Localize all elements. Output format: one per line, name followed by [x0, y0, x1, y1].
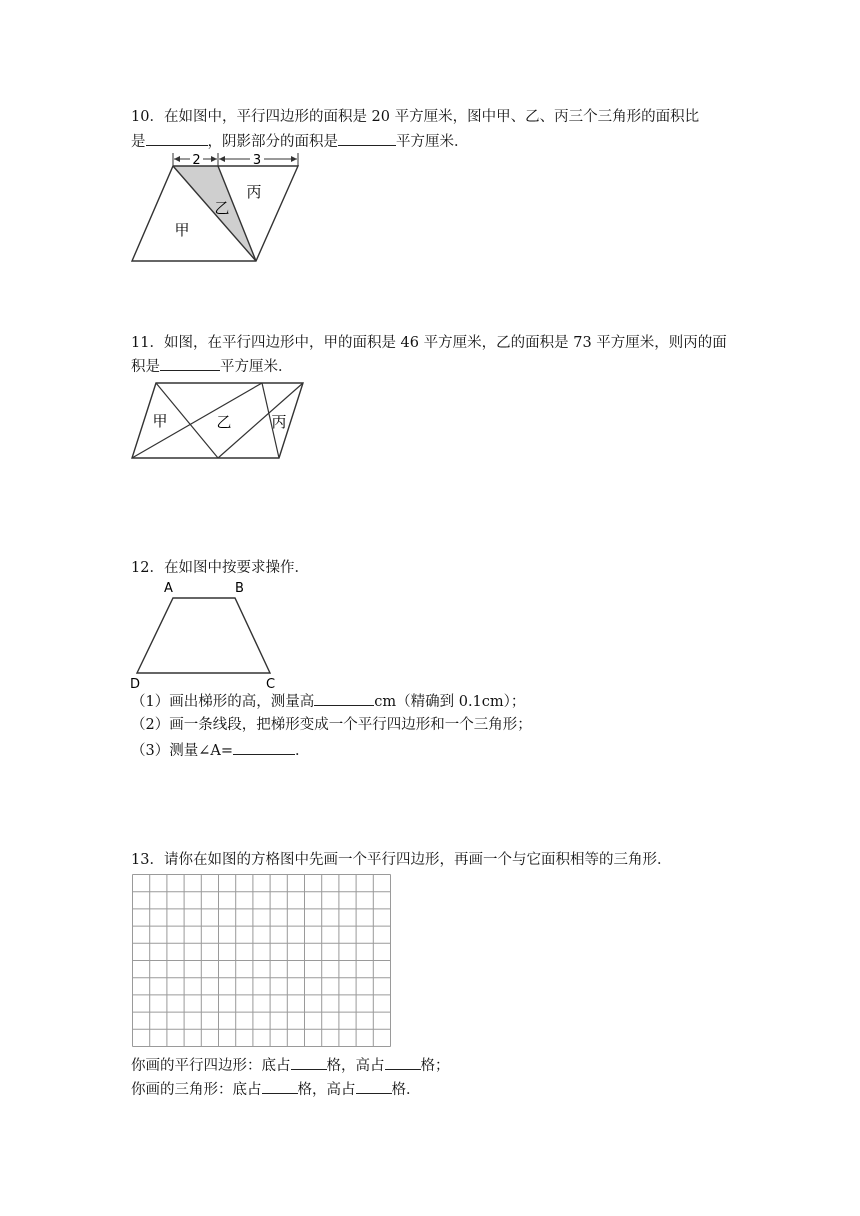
q12-sub3 — [131, 740, 310, 761]
q10-dim-arrow — [211, 156, 217, 162]
q11-parallelogram-figure — [125, 378, 310, 463]
q12-angle-blank[interactable] — [233, 740, 295, 755]
q10-parallelogram-figure — [125, 148, 310, 266]
q13-text-line1: 13．请你在如图的方格图中先画一个平行四边形，再画一个与它面积相等的三角形． — [131, 852, 672, 868]
q13-para-c: 格； — [420, 1058, 450, 1074]
q11-text-line2 — [131, 356, 293, 377]
q12-vertex-b: B — [235, 581, 244, 596]
q10-label-bing: 丙 — [246, 183, 262, 201]
q10-dim-arrow — [219, 156, 225, 162]
q13-para-base-blank[interactable] — [291, 1055, 327, 1070]
q10-label-yi: 乙 — [214, 199, 230, 217]
q11-label-yi: 乙 — [216, 413, 232, 431]
q11-label-jia: 甲 — [152, 412, 168, 430]
q10-dim-arrow — [291, 156, 297, 162]
q12-sub1 — [131, 691, 525, 712]
q10-text-b: ，阴影部分的面积是 — [207, 134, 338, 150]
q10-text-c: 平方厘米． — [396, 134, 469, 150]
q13-tri-a: 你画的三角形：底占 — [131, 1082, 262, 1098]
q10-dim-label-left: 2 — [192, 153, 201, 168]
q13-para-line — [131, 1055, 450, 1076]
q13-tri-line — [131, 1079, 421, 1100]
q13-para-a: 你画的平行四边形：底占 — [131, 1058, 291, 1074]
q10-dim-arrow — [174, 156, 180, 162]
q12-sub3-b: ． — [295, 743, 310, 759]
q12-vertex-a: A — [164, 581, 173, 596]
q10-text-line1: 10．在如图中，平行四边形的面积是 20 平方厘米，图中甲、乙、丙三个三角形的面积比 — [131, 109, 700, 125]
q13-tri-base-blank[interactable] — [262, 1079, 298, 1094]
q13-tri-c: 格． — [391, 1082, 421, 1098]
q13-para-height-blank[interactable] — [385, 1055, 421, 1070]
q12-trapezoid — [137, 598, 270, 673]
q12-trapezoid-figure — [125, 578, 285, 690]
q11-area-blank[interactable] — [160, 356, 220, 371]
q12-sub2: （2）画一条线段，把梯形变成一个平行四边形和一个三角形； — [131, 717, 532, 733]
q13-para-b: 格，高占 — [326, 1058, 385, 1074]
q12-sub3-a: （3）测量∠A= — [131, 743, 233, 759]
q10-ratio-blank[interactable] — [146, 131, 208, 146]
q11-text-b: 平方厘米． — [220, 359, 293, 375]
q12-text-line1: 12．在如图中按要求操作． — [131, 560, 309, 576]
q11-text-line1: 11．如图，在平行四边形中，甲的面积是 46 平方厘米，乙的面积是 73 平方厘米，则丙的面 — [131, 335, 727, 351]
q11-text-a: 积是 — [131, 359, 160, 375]
q12-vertex-c: C — [266, 677, 276, 692]
q10-label-jia: 甲 — [174, 221, 190, 239]
q13-tri-b: 格，高占 — [297, 1082, 356, 1098]
q10-dim-label-right: 3 — [252, 153, 262, 168]
q11-label-bing: 丙 — [271, 413, 287, 431]
q12-height-blank[interactable] — [314, 691, 374, 706]
q10-text-a: 是 — [131, 134, 146, 150]
q12-vertex-d: D — [130, 677, 141, 692]
q13-tri-height-blank[interactable] — [356, 1079, 392, 1094]
q12-sub1-b: cm（精确到 0.1cm）； — [374, 694, 526, 710]
q13-grid[interactable] — [132, 874, 391, 1048]
q10-area-blank[interactable] — [338, 131, 396, 146]
q12-sub1-a: （1）画出梯形的高，测量高 — [131, 694, 315, 710]
